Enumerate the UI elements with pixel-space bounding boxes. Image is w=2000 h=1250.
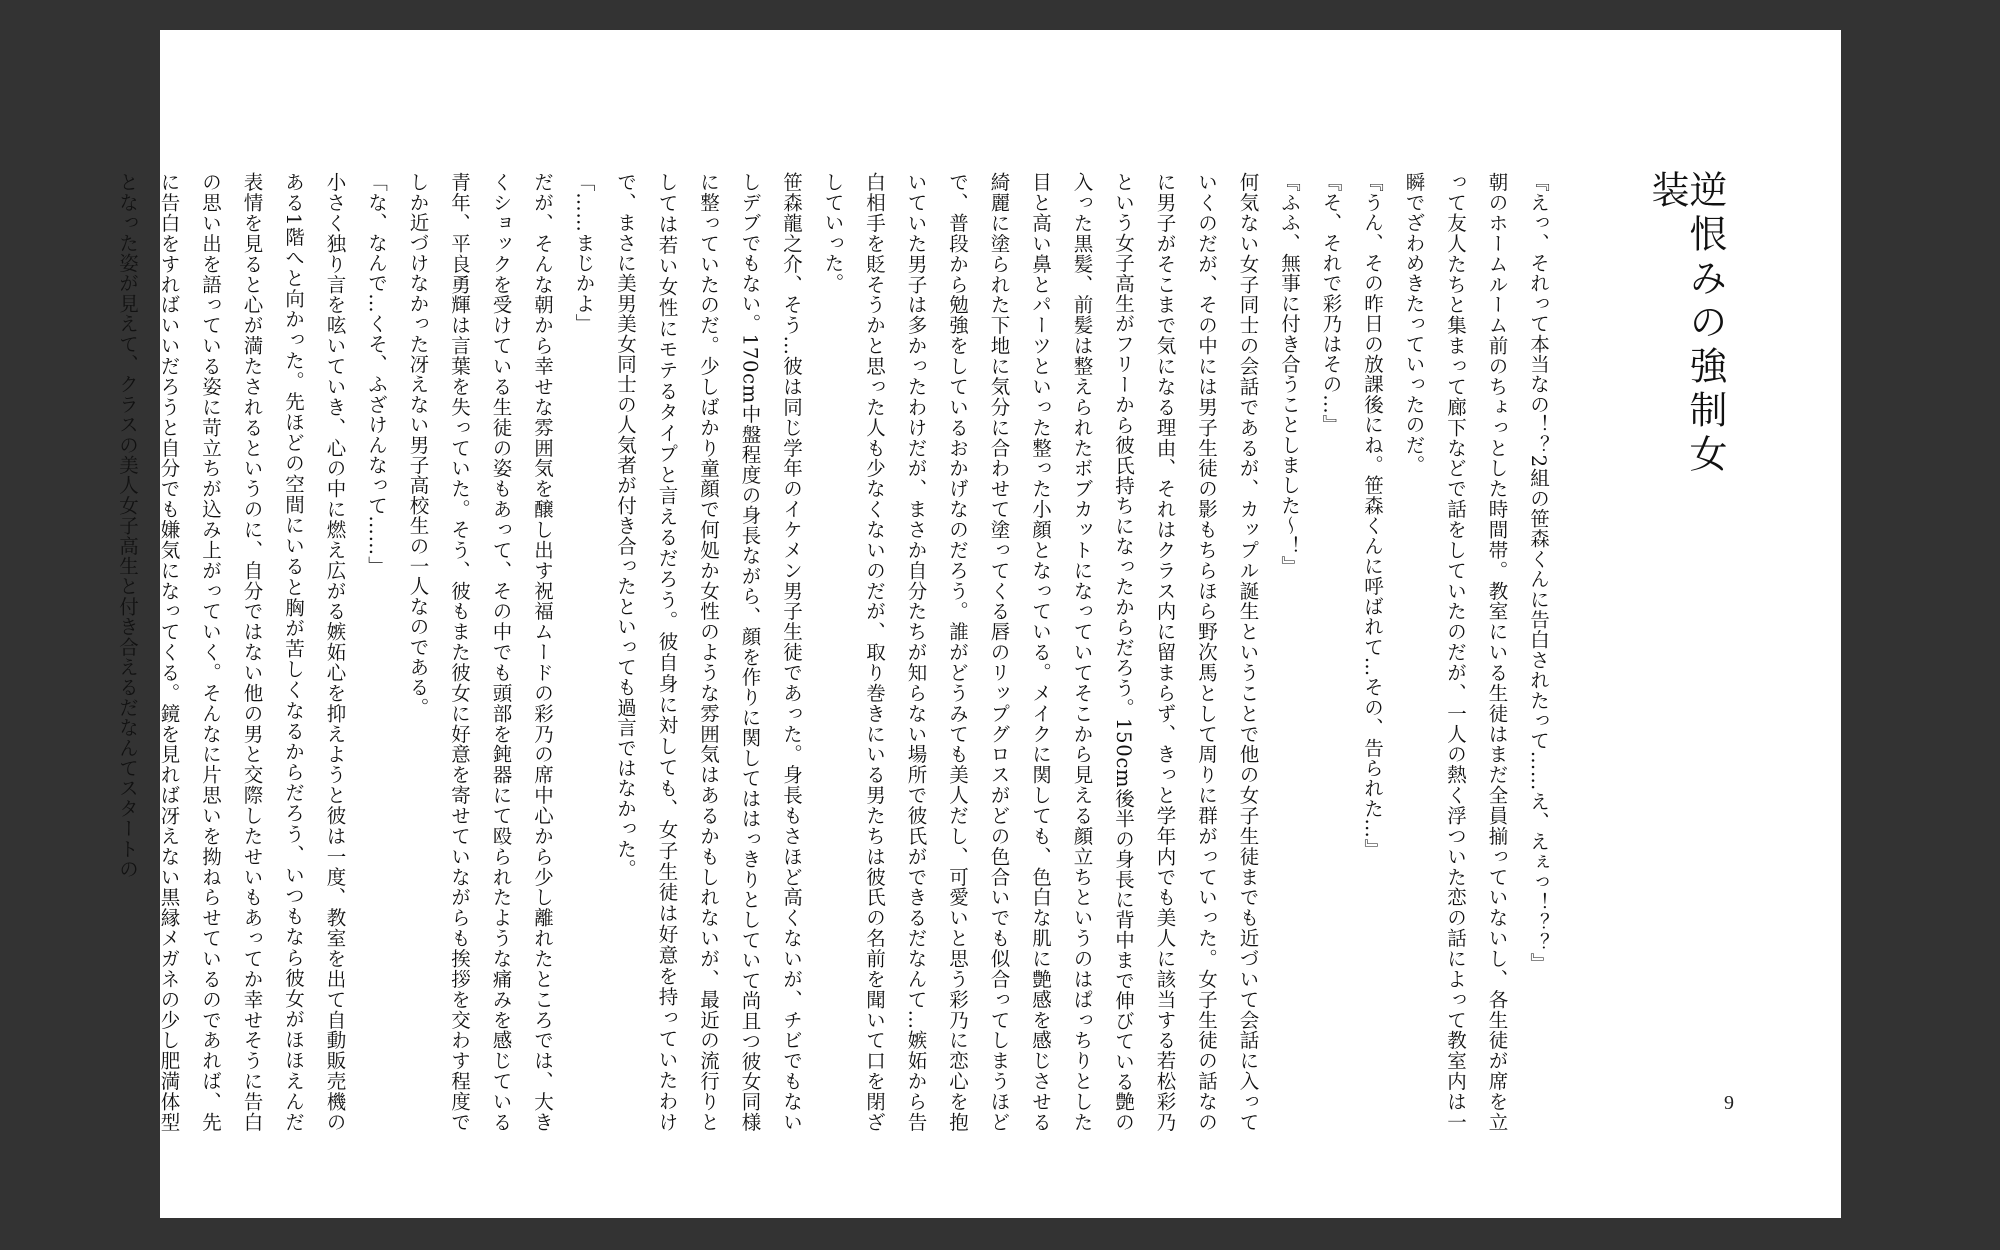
book-page [116,30,1841,1218]
paragraph: 『そ、それで彩乃はその…』 [1319,172,1343,435]
paragraph: 『うん、その昨日の放課後にね。笹森くんに呼ばれて…その、告られた…』 [1361,172,1384,859]
paragraph: 小さく独り言を呟いていき、心の中に燃え広がる嫉妬心を抑えようと彼は一度、教室を出て自動販売機のある1階へと向かった。先ほどの空間にいると胸が苦しくなるからだろう、いつもなら彼女がほほえんだ表情を見ると心が満たされるというのに、自分ではない他の男と交際したせいもあってか幸せそうに告白の思い出を語っている姿に苛立ちが込み上がっていく。そんなに片思いを拗ねらせているのであれば、先に告白をすればいいだろうと自分でも嫌気になってくる。鏡を見れば冴えない黒縁メガネの少し肥満体型となった姿が見えて、クラスの美人女子高生と付き合えるだなんてスタートの [116,172,347,1132]
page-number: 9 [1724,1092,1734,1114]
body-text [107,172,1560,1132]
paragraph: 『ふふ、無事に付き合うことしました〜！』 [1278,172,1301,576]
paragraph: だが、そんな朝から幸せな雰囲気を醸し出す祝福ムードの彩乃の席中心から少し離れたところでは、大きくショックを受けている生徒の姿もあって、その中でも頭部を鈍器にて殴られたような痛みを感じている青年、平良勇輝は言葉を失っていた。そう、彼もまた彼女に好意を寄せていながらも挨拶を交わす程度でしか近づけなかった冴えない男子高校生の一人なのである。 [406,172,554,1132]
paragraph: 「……まじかよ」 [572,172,596,334]
paragraph: 朝のホームルーム前のちょっとした時間帯。教室にいる生徒はまだ全員揃っていないし、各生徒が席を立って友人たちと集まって廊下などで話をしていたのだが、一人の熱く浮ついた恋の話によって教室内は一瞬でざわめきたっていったのだ。 [1402,172,1509,1132]
chapter-title: 逆恨みの強制女装 [1645,170,1727,478]
paragraph: 「な、なんで…くそ、ふざけんなって……」 [365,172,388,576]
paragraph: 何気ない女子同士の会話であるが、カップル誕生ということで他の女子生徒までも近づいて会話に入っていくのだが、その中には男子生徒の影もちらほら野次馬として周りに群がっていった。女子生徒の話なのに男子がそこまで気になる理由、それはクラス内に留まらず、きっと学年内でも美人に該当する若松彩乃という女子高生がフリーから彼氏持ちになったからだろう。150cm後半の身長に背中まで伸びている艶の入った黒髪、前髪は整えられたボブカットになっていてそこから見える顔立ちというのはぱっちりとした目と高い鼻とパーツといった整った小顔となっている。メイクに関しても、色白な肌に艶感を感じさせる綺麗に塗られた下地に気分に合わせて塗ってくる唇のリップグロスがどの色合いでも似合ってしまうほどで、普段から勉強をしているおかげなのだろう。誰がどうみても美人だし、可愛いと思う彩乃に恋心を抱いていた男子は多かったわけだが、まさか自分たちが知らない場所で彼氏ができるだなんて…嫉妬から告白相手を貶そうかと思った人も少なくないのだが、取り巻きにいる男たちは彼氏の名前を聞いて口を閉ざしていった。 [821,172,1260,1132]
paragraph: 笹森龍之介、そう…彼は同じ学年のイケメン男子生徒であった。身長もさほど高くないが、チビでもないしデブでもない。170cm中盤程度の身長ながら、顔を作りに関してははっきりとしていて尚且つ彼女同様に整っていたのだ。少しばかり童顔で何処か女性のような雰囲気はあるかもしれないが、最近の流行りとしては若い女性にモテるタイプと言えるだろう。彼自身に対しても、女子生徒は好意を持っていたわけで、まさに美男美女同士の人気者が付き合ったといっても過言ではなかった。 [614,172,803,1132]
paragraph: 『えっ、それって本当なの！？2組の笹森くんに告白されたって……え、えぇっ！？？』 [1527,172,1550,973]
